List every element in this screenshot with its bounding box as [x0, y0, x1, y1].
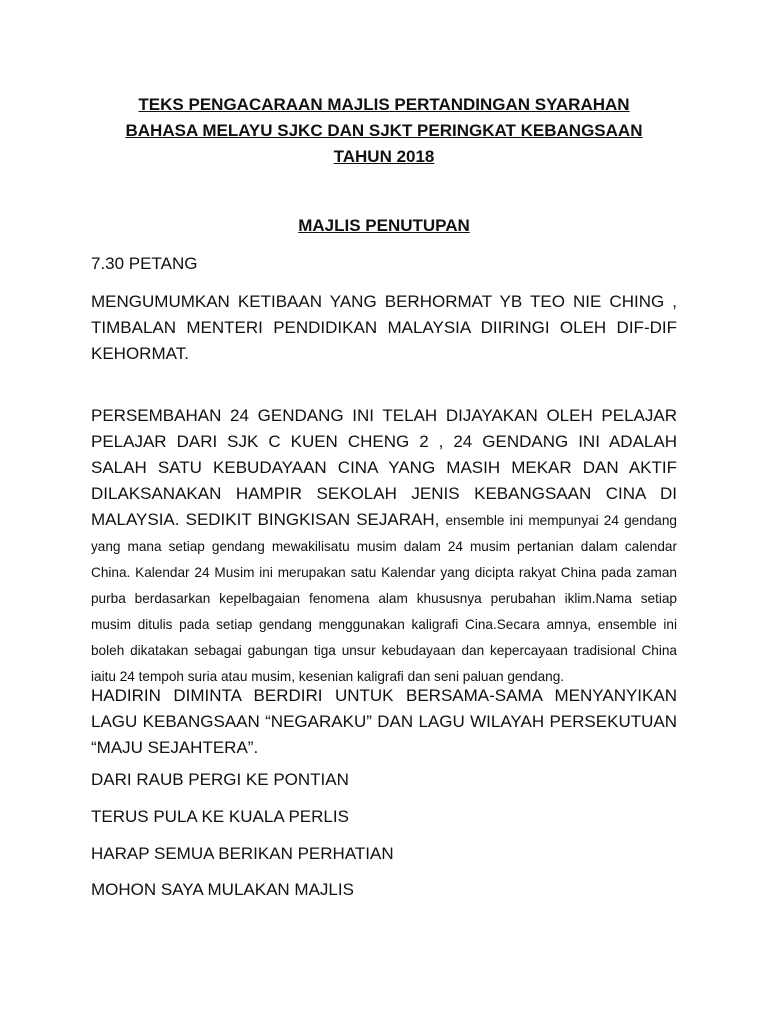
announcement-paragraph: MENGUMUMKAN KETIBAAN YANG BERHORMAT YB TEO NIE CHING , TIMBALAN MENTERI PENDIDIKAN MALAYSIA DIIRINGI OLEH DIF-DIF KEHORMAT.: [91, 292, 677, 363]
document-title: [90, 92, 678, 170]
title-line-2: BAHASA MELAYU SJKC DAN SJKT PERINGKAT KEBANGSAAN: [125, 121, 643, 140]
pantun-line-4: MOHON SAYA MULAKAN MAJLIS: [91, 880, 354, 899]
title-line-3: TAHUN 2018: [333, 147, 435, 166]
pantun-line-1: DARI RAUB PERGI KE PONTIAN: [91, 770, 349, 789]
performance-detail: ensemble ini mempunyai 24 gendang yang mana setiap gendang mewakilisatu musim dalam 24 musim pertanian dalam calendar China. Kalendar 24 Musim ini merupakan satu Kalendar yang dicipta rakyat China pada zaman purba berdasarkan kepelbagaian fenomena alam khususnya perubahan iklim.Nama setiap musim ditulis pada setiap gendang menggunakan kaligrafi Cina.Secara amnya, ensemble ini boleh dikatakan sebagai gabungan tiga unsur kebudayaan dan kepercayaan tradisional China iaitu 24 tempoh suria atau musim, kesenian kaligrafi dan seni paluan gendang.: [91, 513, 677, 684]
time-text: 7.30 PETANG: [91, 254, 198, 273]
anthem-request-paragraph: HADIRIN DIMINTA BERDIRI UNTUK BERSAMA-SAMA MENYANYIKAN LAGU KEBANGSAAN “NEGARAKU” DAN LAGU WILAYAH PERSEKUTUAN “MAJU SEJAHTERA”.: [91, 686, 677, 757]
pantun-line-2: TERUS PULA KE KUALA PERLIS: [91, 807, 349, 826]
performance-paragraph: [91, 403, 677, 689]
title-line-1: TEKS PENGACARAAN MAJLIS PERTANDINGAN SYARAHAN: [138, 95, 630, 114]
performance-intro: PERSEMBAHAN 24 GENDANG INI TELAH DIJAYAKAN OLEH PELAJAR PELAJAR DARI SJK C KUEN CHENG 2 , 24 GENDANG INI ADALAH SALAH SATU KEBUDAYAAN CINA YANG MASIH MEKAR DAN AKTIF DILAKSANAKAN HAMPIR SEKOLAH JENIS KEBANGSAAN CINA DI MALAYSIA. SEDIKIT BINGKISAN SEJARAH,: [91, 406, 677, 529]
section-heading: MAJLIS PENUTUPAN: [298, 216, 470, 235]
pantun-line-3: HARAP SEMUA BERIKAN PERHATIAN: [91, 844, 394, 863]
